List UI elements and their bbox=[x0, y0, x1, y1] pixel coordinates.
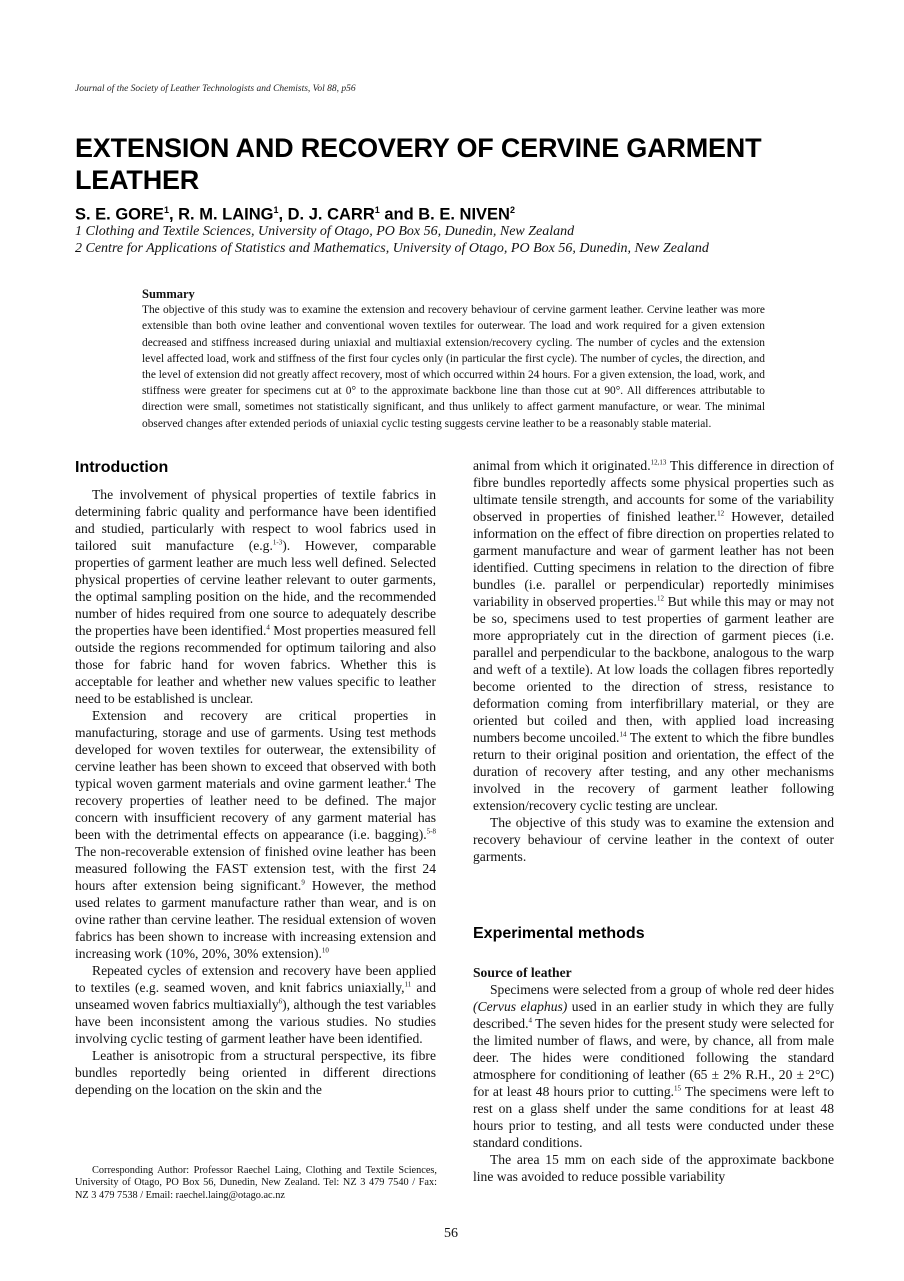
citation-ref: 10 bbox=[321, 946, 329, 955]
author-separator: , bbox=[278, 205, 288, 224]
intro-paragraph-3 bbox=[75, 962, 436, 1047]
text-run: The involvement of physical properties of textile fabrics in determining fabric quality and performance have been identified and studied, particularly with respect to wool fabrics used in tailored suit manufacture (e.g. bbox=[75, 487, 436, 553]
introduction-heading: Introduction bbox=[75, 459, 169, 476]
author-name: B. E. NIVEN bbox=[418, 205, 510, 224]
text-run: However, the method used relates to garment manufacture rather than wear, and is on ovine rather than cervine leather. The residual extension of woven fabrics has been shown to increase with increasing extension and increasing work (10%, 20%, 30% extension). bbox=[75, 878, 436, 961]
intro-paragraph-1 bbox=[75, 486, 436, 707]
left-column bbox=[75, 486, 436, 1098]
author-list bbox=[75, 205, 515, 225]
methods-column bbox=[473, 964, 834, 1185]
text-run: Leather is anisotropic from a structural perspective, its fibre bundles reportedly being oriented in different directions depending on the location on the skin and the bbox=[75, 1048, 436, 1097]
author-name: D. J. CARR bbox=[287, 205, 375, 224]
author-separator: , bbox=[168, 205, 179, 224]
text-run: The recovery properties of leather need to be defined. The major concern with insufficient recovery of any garment material has been with the detrimental effects on appearance (i.e. bagging). bbox=[75, 776, 436, 842]
article-title: EXTENSION AND RECOVERY OF CERVINE GARMENT LEATHER bbox=[75, 133, 762, 195]
intro-paragraph-5: The objective of this study was to examine the extension and recovery behaviour of cervine leather in the context of outer garments. bbox=[473, 815, 834, 864]
source-of-leather-subheading: Source of leather bbox=[473, 965, 572, 980]
author-affil-mark: 1 bbox=[273, 205, 279, 215]
text-run: The seven hides for the present study were selected for the limited number of flaws, and were, by chance, all from male deer. The hides were conditioned following the standard atmosphere for conditioning of leather (65 ± 2% R.H., 20 ± 2°C) for at least 48 hours prior to cutting. bbox=[473, 1016, 834, 1099]
text-run: ), although the test variables have been inconsistent among the various studies. No studies involving cyclic testing of garment leather have been identified. bbox=[75, 997, 437, 1046]
intro-paragraph-2 bbox=[75, 707, 436, 962]
corresponding-author-footnote bbox=[75, 1165, 437, 1202]
citation-ref: 4 bbox=[407, 776, 411, 785]
citation-ref: 4 bbox=[528, 1016, 532, 1025]
experimental-methods-heading: Experimental methods bbox=[473, 925, 645, 942]
text-run: Most properties measured fell outside the regions recommended for optimum tailoring and also those for fabric hand for woven fabrics. Whether this is acceptable for leather and whether new values specific to leather need to be established is unclear. bbox=[75, 623, 436, 706]
text-run: This difference in direction of fibre bundles reportedly affects some physical properties such as ultimate tensile strength, and accounts for some of the variability observed in properties of finished leather. bbox=[473, 458, 834, 524]
methods-paragraph-2: The area 15 mm on each side of the approximate backbone line was avoided to reduce possible variability bbox=[473, 1152, 834, 1184]
text-run: The extent to which the fibre bundles return to their original position and orientation, the effect of the duration of recovery after testing, and any other mechanisms involved in the recovery of garment leather following extension/recovery cyclic testing are unclear. bbox=[473, 730, 834, 813]
text-run: and unseamed woven fabrics multiaxially bbox=[75, 980, 436, 1012]
citation-ref: 4 bbox=[266, 623, 270, 632]
citation-ref: 6 bbox=[278, 997, 283, 1006]
text-run: But while this may or may not be so, specimens used to test properties of garment leather are more appropriately cut in the direction of garment pieces (i.e. parallel and perpendicular to the backbone, analogous to the warp and weft of a textile). At low loads the collagen fibres reportedly become oriented to the direction of stress, resistance to deformation coming from interfibrillary material, or they are oriented but coiled and then, with applied load increasing numbers become uncoiled. bbox=[473, 594, 834, 745]
methods-paragraph-1 bbox=[473, 981, 834, 1151]
footnote-text: Corresponding Author: Professor Raechel Laing, Clothing and Textile Sciences, University of Otago, PO Box 56, Dunedin, New Zealand. Tel: NZ 3 479 7540 / Fax: NZ 3 479 7538 / Email: raechel.laing@otago.ac.nz bbox=[75, 1165, 437, 1201]
affiliation-2: 2 Centre for Applications of Statistics and Mathematics, University of Otago, PO Box 56, Dunedin, New Zealand bbox=[75, 241, 709, 256]
author-affil-mark: 1 bbox=[163, 205, 169, 215]
summary-text: The objective of this study was to examine the extension and recovery behaviour of cervine garment leather. Cervine leather was more extensible than both ovine leather and conventional woven textiles for outerwear. The load and work required for a given extension decreased and stiffness increased during uniaxial and multiaxial extension/recovery cycling. The number of cycles and the extension level affected load, work and stiffness of the first four cycles only (in particular the first cycle). The number of cycles, the direction, and the level of extension did not greatly affect recovery, most of which occurred within 24 hours. For a given extension, the load, work, and stiffness were greater for specimens cut at 0° to the approximate backbone line than those cut at 90°. All differences attributable to direction were small, sometimes not statistically significant, and thus unlikely to affect garment manufacture, or wear. The minimal observed changes after extended periods of uniaxial cyclic testing suggests cervine leather to be a reasonably stable material. bbox=[142, 304, 765, 430]
citation-ref: 11 bbox=[404, 980, 412, 989]
citation-ref: 5-8 bbox=[426, 827, 436, 836]
citation-ref: 12,13 bbox=[650, 458, 667, 467]
text-run: Specimens were selected from a group of whole red deer hides bbox=[490, 982, 834, 997]
affiliation-1: 1 Clothing and Textile Sciences, University of Otago, PO Box 56, Dunedin, New Zealand bbox=[75, 224, 575, 239]
citation-ref: 12 bbox=[657, 594, 664, 603]
summary-heading: Summary bbox=[142, 287, 195, 301]
author-name: R. M. LAING bbox=[178, 205, 274, 224]
text-run: The specimens were left to rest on a glass shelf under the same conditions for at least 48 hours prior to testing, and all tests were conducted under these standard conditions. bbox=[473, 1084, 834, 1150]
text-run: used in an earlier study in which they are fully described. bbox=[473, 999, 834, 1031]
citation-ref: 15 bbox=[674, 1084, 682, 1093]
citation-ref: 12 bbox=[717, 509, 725, 518]
author-name: S. E. GORE bbox=[75, 205, 164, 224]
author-affil-mark: 1 bbox=[374, 205, 380, 215]
species-name: (Cervus elaphus) bbox=[473, 999, 568, 1014]
citation-ref: 9 bbox=[301, 878, 305, 887]
text-run: ). However, comparable properties of garment leather are much less well defined. Selected physical properties of cervine leather relevant to outer garments, the optimal sampling position on the hide, and the recommended number of hides required from one source to adequately describe the properties have been identified. bbox=[75, 538, 436, 638]
author-affil-mark: 2 bbox=[509, 205, 515, 215]
summary-block bbox=[142, 286, 765, 432]
right-column bbox=[473, 457, 834, 865]
page-number: 56 bbox=[444, 1226, 458, 1241]
text-run: The non-recoverable extension of finished ovine leather has been measured following the FAST extension test, with the first 24 hours after extension being significant. bbox=[75, 844, 436, 893]
text-run: Repeated cycles of extension and recovery have been applied to textiles (e.g. seamed woven, and knit fabrics uniaxially, bbox=[75, 963, 436, 995]
intro-paragraph-4-continued bbox=[473, 457, 834, 814]
author-separator: and bbox=[379, 205, 419, 224]
text-run: Extension and recovery are critical properties in manufacturing, storage and use of garments. Using test methods developed for woven textiles for outerwear, the extensibility of cervine leather has been shown to exceed that observed with both typical woven garment materials and ovine garment leather. bbox=[75, 708, 436, 791]
intro-paragraph-4 bbox=[75, 1047, 436, 1098]
text-run: animal from which it originated. bbox=[473, 458, 651, 473]
citation-ref: 14 bbox=[619, 730, 627, 739]
running-head: Journal of the Society of Leather Technologists and Chemists, Vol 88, p56 bbox=[75, 84, 356, 94]
citation-ref: 1-3 bbox=[272, 538, 283, 547]
text-run: However, detailed information on the effect of fibre direction on properties related to garment manufacture and wear of garment leather has not been identified. Cutting specimens in relation to the direction of fibre bundles (i.e. parallel or perpendicular) reportedly minimises variability in observed properties. bbox=[473, 509, 834, 609]
